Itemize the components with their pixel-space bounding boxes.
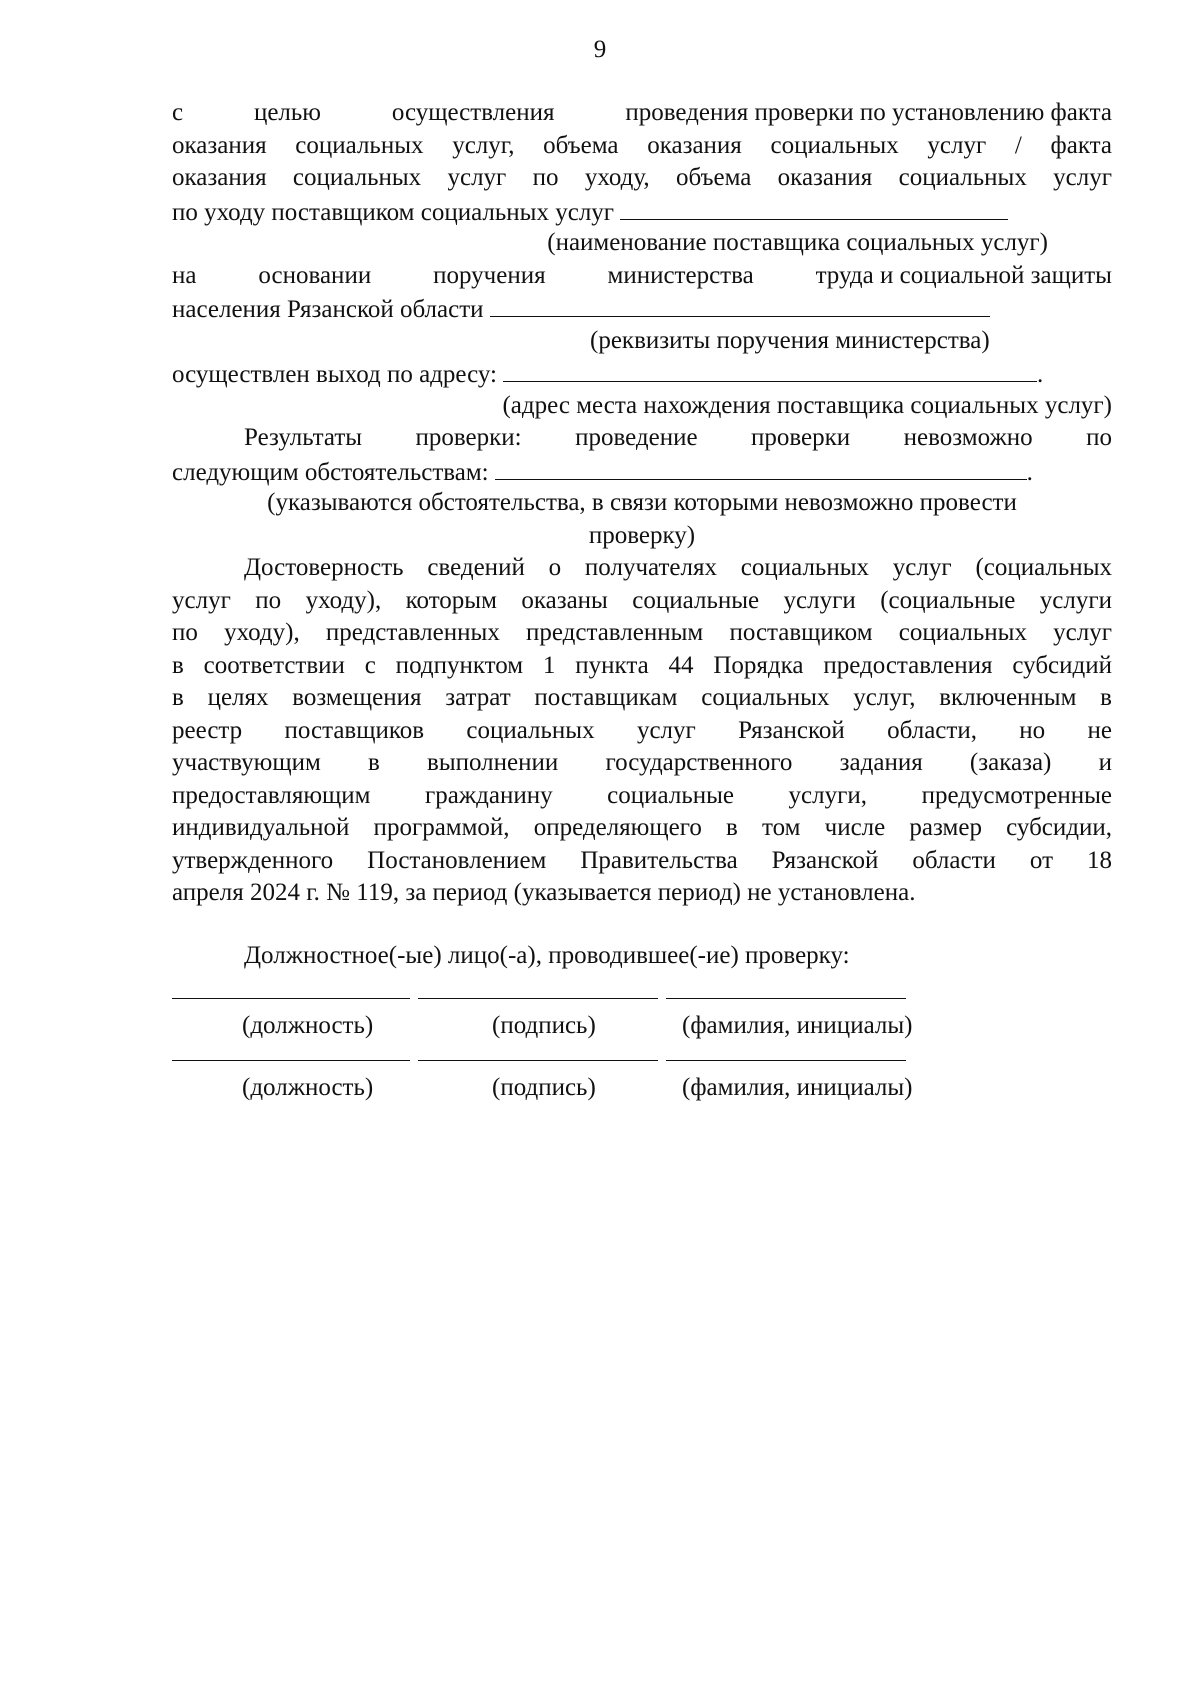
para5-line: предоставляющим гражданину социальные услуги, предусмотренные — [172, 781, 1112, 809]
para4-line2-text: следующим обстоятельствам: — [172, 458, 489, 486]
word: на — [172, 261, 197, 289]
signature-row-1 — [172, 998, 1112, 1060]
para5-line: услуг по уходу), которым оказаны социальные услуги (социальные услуги — [172, 586, 1112, 614]
name-line — [666, 998, 906, 999]
para1-line2: оказания социальных услуг, объема оказания социальных услуг / факта — [172, 131, 1112, 159]
word: проверки — [751, 424, 851, 451]
para5-line: в целях возмещения затрат поставщикам социальных услуг, включенным в — [172, 684, 1112, 711]
word: целью — [253, 99, 321, 126]
para3-line1 — [172, 357, 1112, 390]
position-line — [172, 1060, 410, 1061]
word: проверки: — [415, 424, 522, 451]
address-hint: (адрес места нахождения поставщика социальных услуг) — [502, 391, 1112, 419]
address-blank — [503, 357, 1037, 382]
phrase: труда и социальной защиты — [815, 261, 1112, 289]
signatures-heading: Должностное(-ые) лицо(-а), проводившее(-ие) проверку: — [244, 941, 850, 969]
word: осуществления — [391, 99, 555, 126]
para5-line: Достоверность сведений о получателях социальных услуг (социальных — [244, 554, 1112, 581]
circumstances-hint-2: проверку) — [588, 521, 696, 549]
para5-line: по уходу), представленных представленным поставщиком социальных услуг — [172, 619, 1112, 646]
page-number: 9 — [593, 36, 607, 63]
provider-name-hint: (наименование поставщика социальных услуг) — [547, 229, 1048, 256]
para4-line2 — [172, 455, 1112, 488]
signature-label: (подпись) — [492, 1012, 596, 1039]
para3-line1-text: осуществлен выход по адресу: — [172, 361, 497, 388]
period: . — [1026, 458, 1033, 486]
signature-line — [418, 1060, 658, 1061]
name-label: (фамилия, инициалы) — [682, 1012, 913, 1039]
order-details-hint: (реквизиты поручения министерства) — [590, 326, 990, 354]
phrase: проведения проверки по установлению факта — [625, 99, 1112, 126]
para4-line1 — [172, 422, 1112, 455]
position-label: (должность) — [242, 1074, 374, 1101]
signature-label: (подпись) — [492, 1074, 596, 1101]
word: проведение — [575, 424, 698, 451]
period: . — [1037, 361, 1044, 388]
para5-line: в соответствии с подпунктом 1 пункта 44 Порядка предоставления субсидий — [172, 651, 1112, 679]
spacer — [172, 972, 1112, 998]
para2-line1 — [172, 260, 1112, 293]
signature-row-2 — [172, 1060, 1112, 1122]
para5-line: участвующим в выполнении государственного задания (заказа) и — [172, 749, 1112, 776]
para1-line3: оказания социальных услуг по уходу, объема оказания социальных услуг — [172, 164, 1112, 191]
para1-line1 — [172, 97, 1112, 130]
signature-line — [418, 998, 658, 999]
word: невозможно — [903, 424, 1033, 451]
spacer — [172, 910, 1112, 940]
circumstances-hint-1: (указываются обстоятельства, в связи которыми невозможно провести — [267, 489, 1017, 516]
para1-line4-text: по уходу поставщиком социальных услуг — [172, 198, 615, 226]
para5-line: утвержденного Постановлением Правительства Рязанской области от 18 — [172, 846, 1112, 874]
document-body — [172, 97, 1112, 1122]
word: основании — [258, 261, 372, 289]
word: по — [1086, 424, 1112, 451]
name-label: (фамилия, инициалы) — [682, 1074, 913, 1101]
circumstances-blank — [495, 455, 1027, 480]
para2-line2 — [172, 292, 1112, 325]
order-details-blank — [490, 292, 990, 317]
word: Результаты — [244, 424, 363, 451]
word: с — [172, 99, 184, 126]
name-line — [666, 1060, 906, 1061]
para5-line: реестр поставщиков социальных услуг Рязанской области, но не — [172, 716, 1112, 744]
para5-last-line: апреля 2024 г. № 119, за период (указывается период) не установлена. — [172, 879, 916, 906]
para2-line2-text: населения Рязанской области — [172, 296, 484, 323]
para5-line: индивидуальной программой, определяющего в том числе размер субсидии, — [172, 814, 1112, 841]
para1-line4 — [172, 195, 1112, 228]
word: поручения — [433, 261, 546, 289]
word: министерства — [607, 261, 754, 289]
position-line — [172, 998, 410, 999]
provider-name-blank — [620, 195, 1008, 220]
position-label: (должность) — [242, 1012, 374, 1039]
